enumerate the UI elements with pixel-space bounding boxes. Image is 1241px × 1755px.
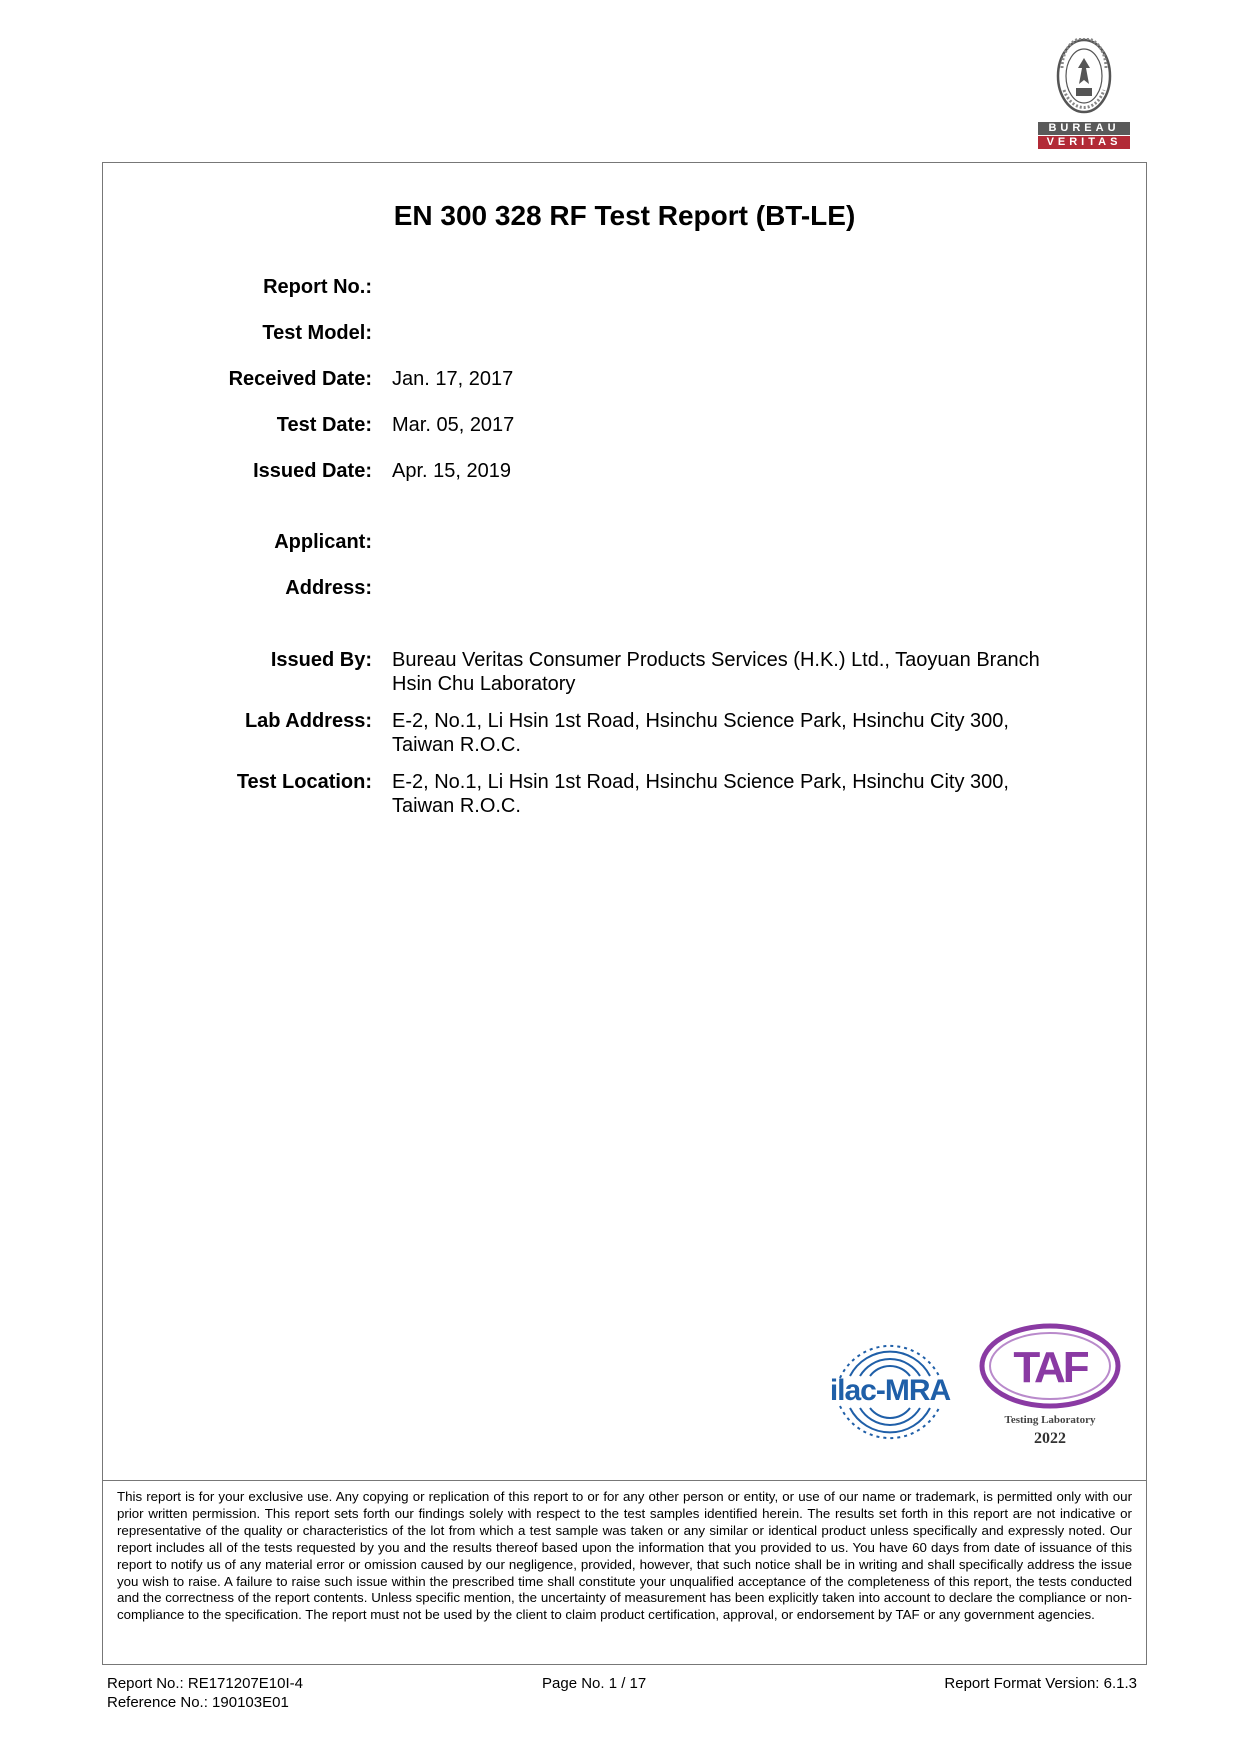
field-label: Applicant: bbox=[274, 531, 372, 553]
field-label: Lab Address: bbox=[244, 710, 372, 732]
disclaimer-divider bbox=[102, 1480, 1147, 1481]
field-value: Taiwan R.O.C. bbox=[392, 795, 521, 817]
report-title: EN 300 328 RF Test Report (BT-LE) bbox=[393, 200, 856, 231]
footer-report-no: Report No.: RE171207E10I-4 bbox=[107, 1675, 303, 1692]
field-value: Jan. 17, 2017 bbox=[392, 368, 514, 390]
field-value: E-2, No.1, Li Hsin 1st Road, Hsinchu Science Park, Hsinchu City 300, bbox=[392, 771, 1009, 793]
field-label: Issued Date: bbox=[253, 460, 372, 482]
field-value: Hsin Chu Laboratory bbox=[392, 673, 576, 695]
field-label: Test Date: bbox=[276, 414, 372, 436]
field-value: E-2, No.1, Li Hsin 1st Road, Hsinchu Science Park, Hsinchu City 300, bbox=[392, 710, 1009, 732]
disclaimer-text: This report is for your exclusive use. Any copying or replication of this report to or for any other person or entity, or use of our name or trademark, is permitted only with our prior written permission. This report sets forth our findings solely with respect to the test samples identified herein. The results set forth in this report are not indicative or representative of the quality or characteristics of the lot from which a test sample was taken or any similar or identical product unless specifically and expressly noted. Our report includes all of the tests requested by you and the results thereof based upon the information that you provided to us. You have 60 days from date of issuance of this report to notify us of any material error or omission caused by our negligence, provided, however, that such notice shall be in writing and shall specifically address the issue you wish to raise. A failure to raise such issue within the prescribed time shall constitute your unqualified acceptance of the completeness of this report, the tests conducted and the correctness of the report contents. Unless specific mention, the uncertainty of measurement has been explicitly taken into account to declare the compliance or non-compliance to the specification. The report must not be used by the client to claim product certification, approval, or endorsement by TAF or any government agencies. bbox=[117, 1489, 1132, 1623]
bureau-veritas-logo bbox=[1038, 38, 1130, 152]
footer-left bbox=[107, 1674, 303, 1712]
field-value: Bureau Veritas Consumer Products Services (H.K.) Ltd., Taoyuan Branch bbox=[392, 649, 1040, 671]
accreditation-logos bbox=[820, 1318, 1130, 1458]
field-label: Received Date: bbox=[228, 368, 372, 390]
taf-year: 2022 bbox=[1034, 1430, 1066, 1447]
field-label: Test Location: bbox=[236, 771, 372, 793]
field-label: Address: bbox=[285, 577, 372, 599]
bv-seal-icon bbox=[1056, 38, 1112, 120]
ilac-mra-logo-icon bbox=[820, 1318, 960, 1458]
footer-format-version: Report Format Version: 6.1.3 bbox=[944, 1675, 1137, 1692]
field-label: Test Model: bbox=[262, 322, 372, 344]
field-label: Issued By: bbox=[270, 649, 372, 671]
field-value: Taiwan R.O.C. bbox=[392, 734, 521, 756]
field-label: Report No.: bbox=[263, 276, 372, 298]
bv-word-veritas: VERITAS bbox=[1038, 136, 1130, 149]
taf-text: TAF bbox=[1013, 1343, 1087, 1392]
footer-page-number: Page No. 1 / 17 bbox=[542, 1675, 647, 1692]
ilac-text: ilac-MRA bbox=[829, 1374, 951, 1407]
field-value: Mar. 05, 2017 bbox=[392, 414, 515, 436]
taf-subtitle: Testing Laboratory bbox=[1004, 1414, 1096, 1426]
bv-word-bureau: BUREAU bbox=[1038, 122, 1130, 135]
field-value: Apr. 15, 2019 bbox=[392, 460, 511, 482]
footer-reference-no: Reference No.: 190103E01 bbox=[107, 1694, 289, 1711]
